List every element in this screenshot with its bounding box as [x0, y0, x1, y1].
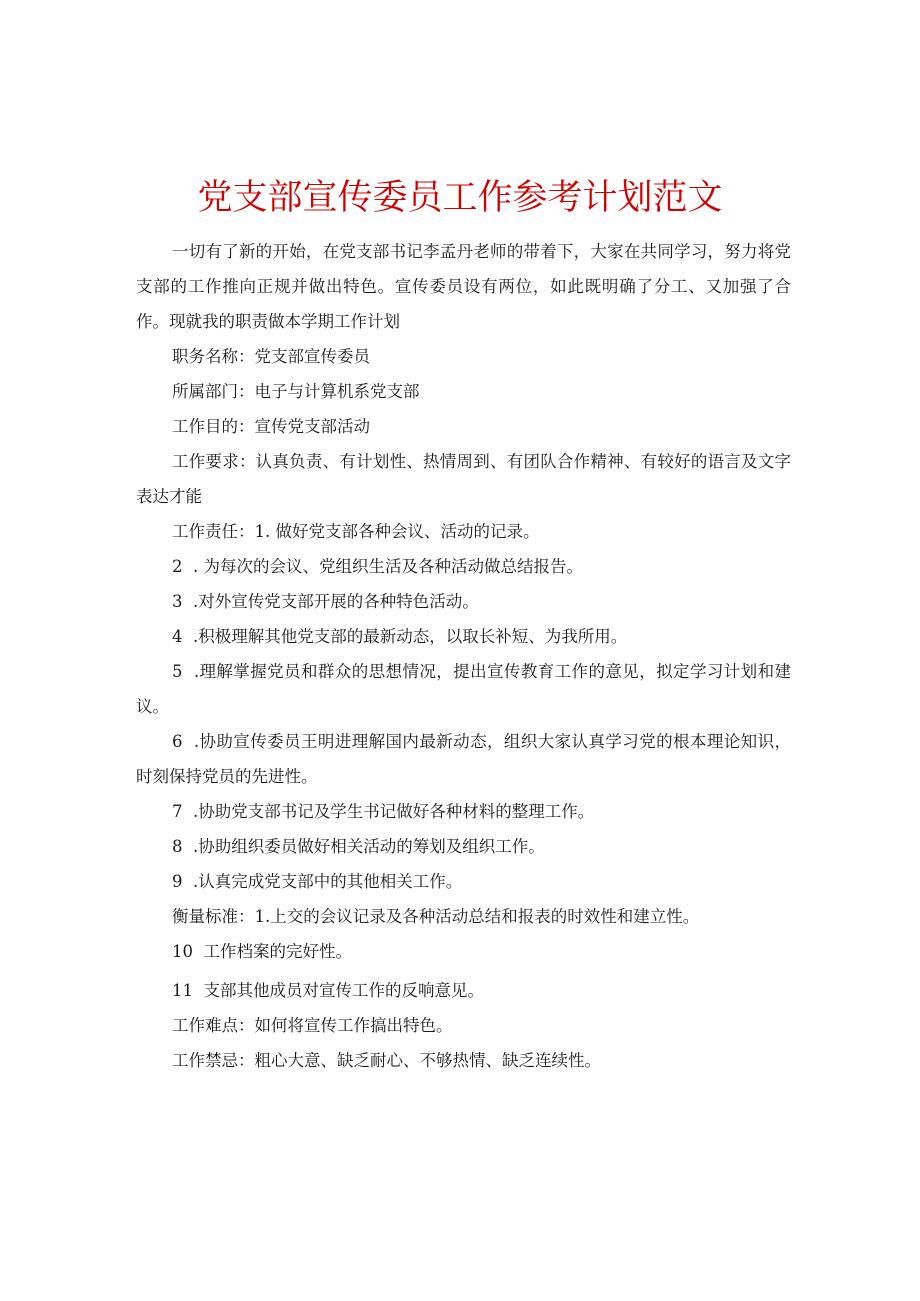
- duty-item-8: [136, 829, 791, 864]
- standard-number: 11: [172, 981, 193, 1000]
- standard-text: 工作档案的完好性。: [203, 942, 352, 961]
- taboos-line: 工作禁忌：粗心大意、缺乏耐心、不够热情、缺乏连续性。: [172, 1051, 601, 1070]
- duty-item-5: [136, 654, 791, 724]
- duty-item-6: [136, 724, 791, 794]
- intro-paragraph: 一切有了新的开始，在党支部书记李孟丹老师的带着下，大家在共同学习，努力将党支部的工作推向正规并做出特色。宣传委员设有两位，如此既明确了分工、又加强了合作。现就我的职责做本学期工作计划: [136, 242, 791, 331]
- goal-line: 工作目的：宣传党支部活动: [172, 417, 370, 436]
- duty-item-9: [136, 864, 791, 899]
- requirements-paragraph: 工作要求：认真负责、有计划性、热情周到、有团队合作精神、有较好的语言及文字表达才能: [136, 452, 791, 506]
- standards-line: 衡量标准：1.上交的会议记录及各种活动总结和报表的时效性和建立性。: [172, 907, 700, 926]
- duty-item-2: [136, 549, 791, 584]
- duty-number: 2: [172, 557, 183, 576]
- duty-item-7: [136, 794, 791, 829]
- duty-number: 4: [172, 627, 183, 646]
- position-name-line: 职务名称：党支部宣传委员: [172, 347, 370, 366]
- duty-text: .对外宣传党支部开展的各种特色活动。: [193, 592, 479, 611]
- document-body: [136, 234, 791, 1078]
- standard-item-11: [136, 973, 791, 1008]
- standard-number: 10: [172, 942, 193, 961]
- duty-text: .协助宣传委员王明进理解国内最新动态，组织大家认真学习党的根本理论知识，时刻保持党员的先进性。: [136, 732, 791, 786]
- standard-text: 支部其他成员对宣传工作的反响意见。: [203, 981, 484, 1000]
- duty-text: .理解掌握党员和群众的思想情况，提出宣传教育工作的意见，拟定学习计划和建议。: [136, 662, 791, 716]
- duty-number: 6: [172, 732, 183, 751]
- duty-item-3: [136, 584, 791, 619]
- duty-text: .积极理解其他党支部的最新动态，以取长补短、为我所用。: [193, 627, 628, 646]
- duty-text: .协助组织委员做好相关活动的筹划及组织工作。: [193, 837, 545, 856]
- duty-text: .认真完成党支部中的其他相关工作。: [193, 872, 463, 891]
- duty-number: 5: [172, 662, 183, 681]
- duty-number: 8: [172, 837, 183, 856]
- standard-item-10: [136, 934, 791, 969]
- document-title: 党支部宣传委员工作参考计划范文: [197, 178, 723, 218]
- duty-number: 3: [172, 592, 183, 611]
- duty-text: .协助党支部书记及学生书记做好各种材料的整理工作。: [193, 802, 595, 821]
- duty-text: . 为每次的会议、党组织生活及各种活动做总结报告。: [193, 557, 583, 576]
- duty-number: 7: [172, 802, 183, 821]
- duty-number: 9: [172, 872, 183, 891]
- difficulty-line: 工作难点：如何将宣传工作搞出特色。: [172, 1016, 453, 1035]
- duty-item-4: [136, 619, 791, 654]
- department-line: 所属部门：电子与计算机系党支部: [172, 382, 420, 401]
- duties-intro-line: 工作责任：1. 做好党支部各种会议、活动的记录。: [172, 522, 540, 541]
